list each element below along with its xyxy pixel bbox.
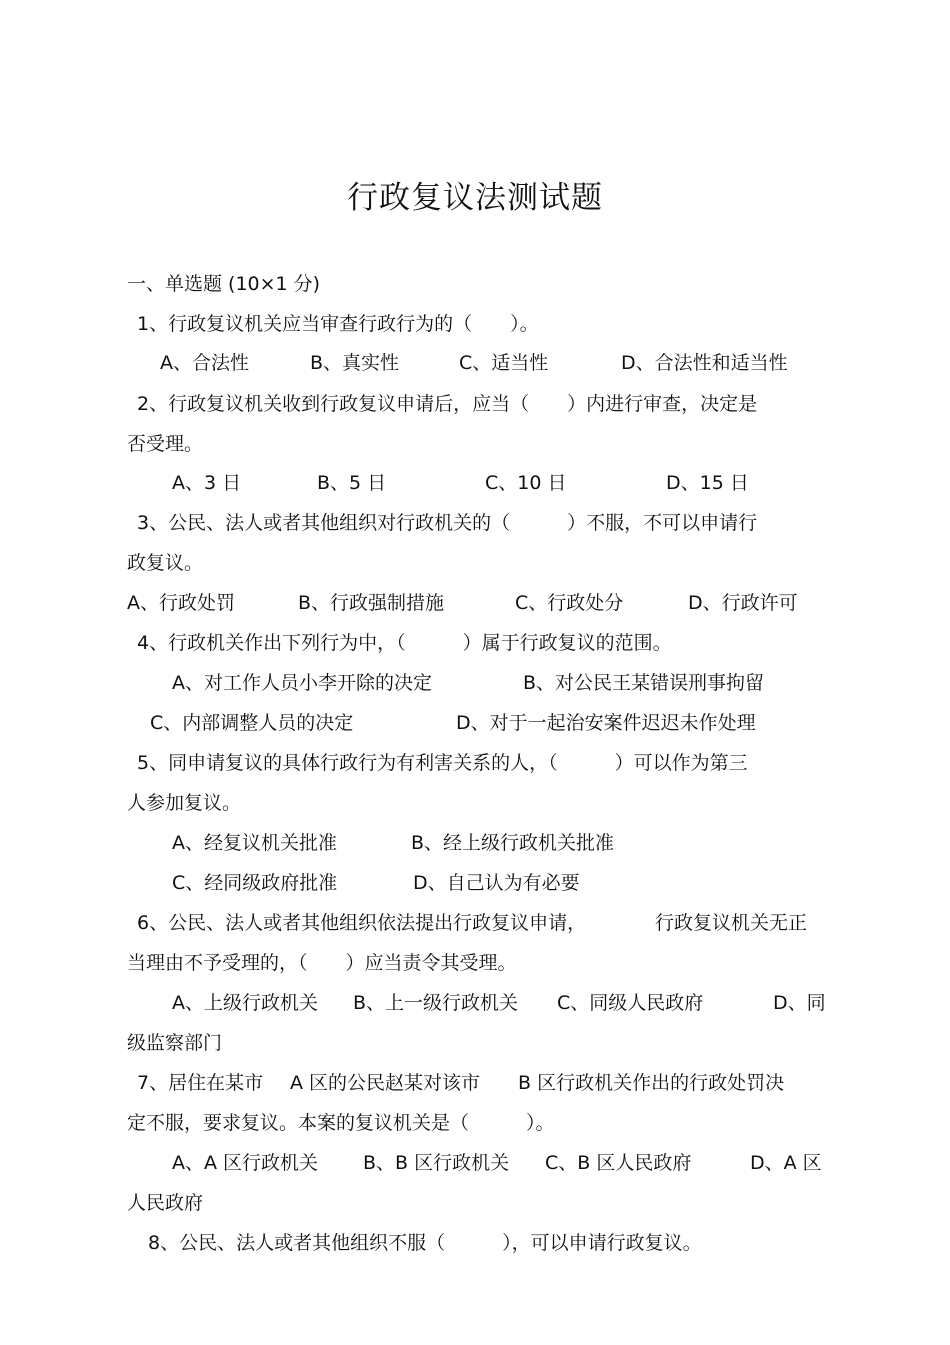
question-3-stem-cont: 政复议。 xyxy=(127,552,204,574)
question-5-stem: 5、同申请复议的具体行政行为有利害关系的人，（ ）可以作为第三 xyxy=(137,752,748,774)
question-5-option-d: D、自己认为有必要 xyxy=(413,872,580,894)
question-3-stem: 3、公民、法人或者其他组织对行政机关的（ ）不服，不可以申请行 xyxy=(137,512,758,534)
question-1-option-c: C、适当性 xyxy=(459,352,549,374)
question-7-option-d: D、A 区 xyxy=(750,1152,822,1174)
question-4-stem: 4、行政机关作出下列行为中，（ ）属于行政复议的范围。 xyxy=(137,632,672,654)
question-7-option-c: C、B 区人民政府 xyxy=(545,1152,692,1174)
question-6-stem: 6、公民、法人或者其他组织依法提出行政复议申请， xyxy=(137,912,587,934)
question-6-option-d-cont: 级监察部门 xyxy=(127,1032,223,1054)
question-8-stem: 8、公民、法人或者其他组织不服（ ），可以申请行政复议。 xyxy=(148,1232,702,1254)
question-6-option-c: C、同级人民政府 xyxy=(557,992,704,1014)
question-6-option-a: A、上级行政机关 xyxy=(172,992,318,1014)
question-5-option-a: A、经复议机关批准 xyxy=(172,832,337,854)
question-1-stem: 1、行政复议机关应当审查行政行为的（ ）。 xyxy=(137,313,539,335)
question-6-stem-cont: 当理由不予受理的，（ ）应当责令其受理。 xyxy=(127,952,517,974)
question-7-option-d-cont: 人民政府 xyxy=(127,1192,204,1214)
question-3-option-a: A、行政处罚 xyxy=(127,592,235,614)
question-7-stem-part3: B 区行政机关作出的行政处罚决 xyxy=(518,1072,785,1094)
question-4-option-b: B、对公民王某错误刑事拘留 xyxy=(523,672,765,694)
question-5-option-c: C、经同级政府批准 xyxy=(172,872,338,894)
question-4-option-a: A、对工作人员小李开除的决定 xyxy=(172,672,432,694)
question-3-option-b: B、行政强制措施 xyxy=(298,592,445,614)
question-7-option-b: B、B 区行政机关 xyxy=(363,1152,510,1174)
question-1-option-d: D、合法性和适当性 xyxy=(621,352,788,374)
question-4-option-c: C、内部调整人员的决定 xyxy=(150,712,354,734)
question-6-option-d: D、同 xyxy=(773,992,826,1014)
question-1-option-a: A、合法性 xyxy=(160,352,249,374)
section-heading: 一、单选题 (10×1 分) xyxy=(127,273,321,295)
question-5-stem-cont: 人参加复议。 xyxy=(127,792,242,814)
question-7-option-a: A、A 区行政机关 xyxy=(172,1152,319,1174)
question-7-stem-part2: A 区的公民赵某对该市 xyxy=(290,1072,481,1094)
question-7-stem: 7、居住在某市 xyxy=(137,1072,264,1094)
question-2-option-d: D、15 日 xyxy=(666,472,749,494)
question-2-option-c: C、10 日 xyxy=(485,472,567,494)
page-title: 行政复议法测试题 xyxy=(347,180,603,216)
question-5-option-b: B、经上级行政机关批准 xyxy=(411,832,615,854)
question-7-stem-cont: 定不服，要求复议。本案的复议机关是（ ）。 xyxy=(127,1112,555,1134)
question-6-stem-part2: 行政复议机关无正 xyxy=(655,912,808,934)
question-6-option-b: B、上一级行政机关 xyxy=(353,992,519,1014)
question-2-stem-cont: 否受理。 xyxy=(127,433,204,455)
question-2-option-a: A、3 日 xyxy=(172,472,242,494)
question-1-option-b: B、真实性 xyxy=(310,352,400,374)
question-4-option-d: D、对于一起治安案件迟迟未作处理 xyxy=(456,712,756,734)
question-3-option-d: D、行政许可 xyxy=(688,592,798,614)
question-2-stem: 2、行政复议机关收到行政复议申请后，应当（ ）内进行审查，决定是 xyxy=(137,393,758,415)
question-2-option-b: B、5 日 xyxy=(317,472,387,494)
question-3-option-c: C、行政处分 xyxy=(515,592,624,614)
